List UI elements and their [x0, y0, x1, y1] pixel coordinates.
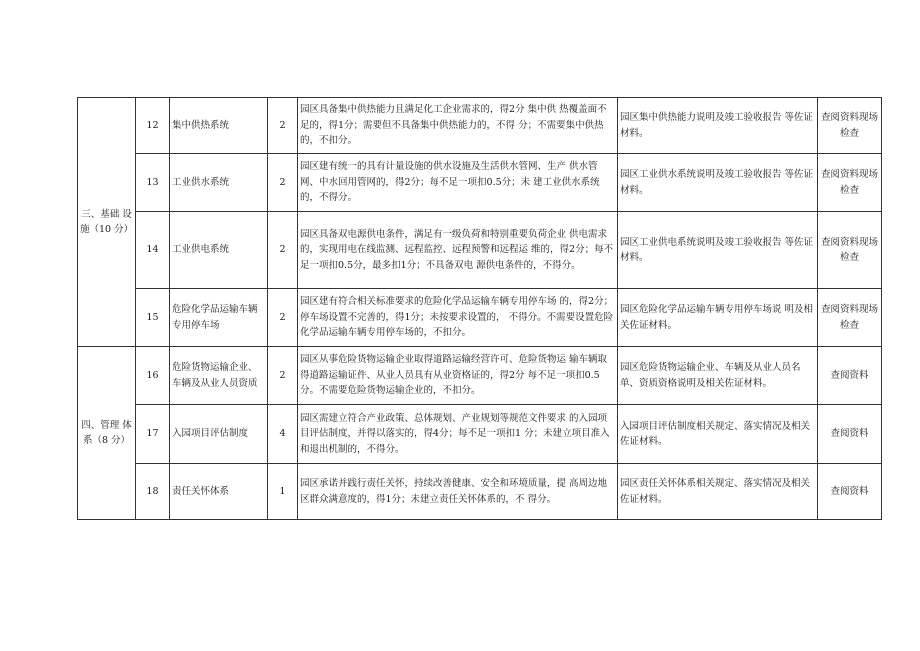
item-number: 12: [136, 98, 170, 154]
table-row: [78, 154, 882, 212]
table-row: [78, 347, 882, 405]
check-method: 查阅资料现场检查: [818, 98, 882, 154]
supporting-materials: 入园项目评估制度相关规定、落实情况及相关佐证材料。: [618, 405, 818, 464]
item-score: 4: [268, 405, 298, 464]
check-method: 查阅资料现场检查: [818, 154, 882, 212]
supporting-materials: 园区责任关怀体系相关规定、落实情况及相关佐证材料。: [618, 464, 818, 520]
scoring-criteria: 园区具备双电源供电条件，满足有一级负荷和特别重要负荷企业 供电需求的，实现用电在线监测、远程监控、远程预警和远程运 维的，得2分；每不足一项扣0.5分，最多扣1分；不具备双电 源供电条件的，不得分。: [298, 212, 618, 289]
supporting-materials: 园区工业供电系统说明及竣工验收报告 等佐证材料。: [618, 212, 818, 289]
item-number: 13: [136, 154, 170, 212]
supporting-materials: 园区集中供热能力说明及竣工验收报告 等佐证材料。: [618, 98, 818, 154]
category-cell: 三、基础 设施（10 分）: [78, 98, 136, 347]
item-score: 2: [268, 154, 298, 212]
item-number: 16: [136, 347, 170, 405]
table-row: [78, 98, 882, 154]
check-method: 查阅资料: [818, 405, 882, 464]
item-number: 18: [136, 464, 170, 520]
item-name: 集中供热系统: [170, 98, 268, 154]
check-method: 查阅资料现场检查: [818, 212, 882, 289]
item-number: 17: [136, 405, 170, 464]
scoring-criteria: 园区建有符合相关标准要求的危险化学品运输车辆专用停车场 的，得2分；停车场设置不完善的，得1分；未按要求设置的， 不得分。不需要设置危险化学品运输车辆专用停车场的，不扣分。: [298, 289, 618, 347]
item-score: 2: [268, 212, 298, 289]
table-row: [78, 212, 882, 289]
scoring-criteria: 园区建有统一的具有计量设施的供水设施及生活供水管网、生产 供水管网、中水回用管网的，得2分；每不足一项扣0.5分；未 建工业供水系统的，不得分。: [298, 154, 618, 212]
check-method: 查阅资料现场检查: [818, 289, 882, 347]
item-name: 工业供电系统: [170, 212, 268, 289]
scoring-criteria: 园区需建立符合产业政策、总体规划、产业规划等规范文件要求 的入园项目评估制度，并得以落实的，得4分；每不足一项扣1 分；未建立项目准入和退出机制的，不得分。: [298, 405, 618, 464]
item-name: 危险货物运输企业、车辆及从业人员资质: [170, 347, 268, 405]
supporting-materials: 园区危险货物运输企业、车辆及从业人员名单、资质资格说明及相关佐证材料。: [618, 347, 818, 405]
item-name: 工业供水系统: [170, 154, 268, 212]
check-method: 查阅资料: [818, 464, 882, 520]
item-score: 2: [268, 98, 298, 154]
item-score: 2: [268, 289, 298, 347]
table-row: [78, 405, 882, 464]
category-cell: 四、管理 体系（8 分）: [78, 347, 136, 520]
table-row: [78, 464, 882, 520]
item-score: 2: [268, 347, 298, 405]
item-number: 14: [136, 212, 170, 289]
scoring-criteria: 园区承诺并践行责任关怀，持续改善健康、安全和环境质量，提 高周边地区群众满意度的，得1分；未建立责任关怀体系的，不 得分。: [298, 464, 618, 520]
item-name: 危险化学品运输车辆专用停车场: [170, 289, 268, 347]
item-score: 1: [268, 464, 298, 520]
check-method: 查阅资料: [818, 347, 882, 405]
item-name: 入园项目评估制度: [170, 405, 268, 464]
supporting-materials: 园区危险化学品运输车辆专用停车场说 明及相关佐证材料。: [618, 289, 818, 347]
item-name: 责任关怀体系: [170, 464, 268, 520]
evaluation-table: [77, 97, 882, 520]
supporting-materials: 园区工业供水系统说明及竣工验收报告 等佐证材料。: [618, 154, 818, 212]
scoring-criteria: 园区从事危险货物运输企业取得道路运输经营许可、危险货物运 输车辆取得道路运输证件、从业人员具有从业资格证的，得2分 每不足一项扣0.5分。不需要危险货物运输企业的，不扣分。: [298, 347, 618, 405]
table-row: [78, 289, 882, 347]
scoring-criteria: 园区具备集中供热能力且满足化工企业需求的，得2分 集中供 热覆盖面不足的，得1分；需要但不具备集中供热能力的，不得 分；不需要集中供热的，不扣分。: [298, 98, 618, 154]
item-number: 15: [136, 289, 170, 347]
